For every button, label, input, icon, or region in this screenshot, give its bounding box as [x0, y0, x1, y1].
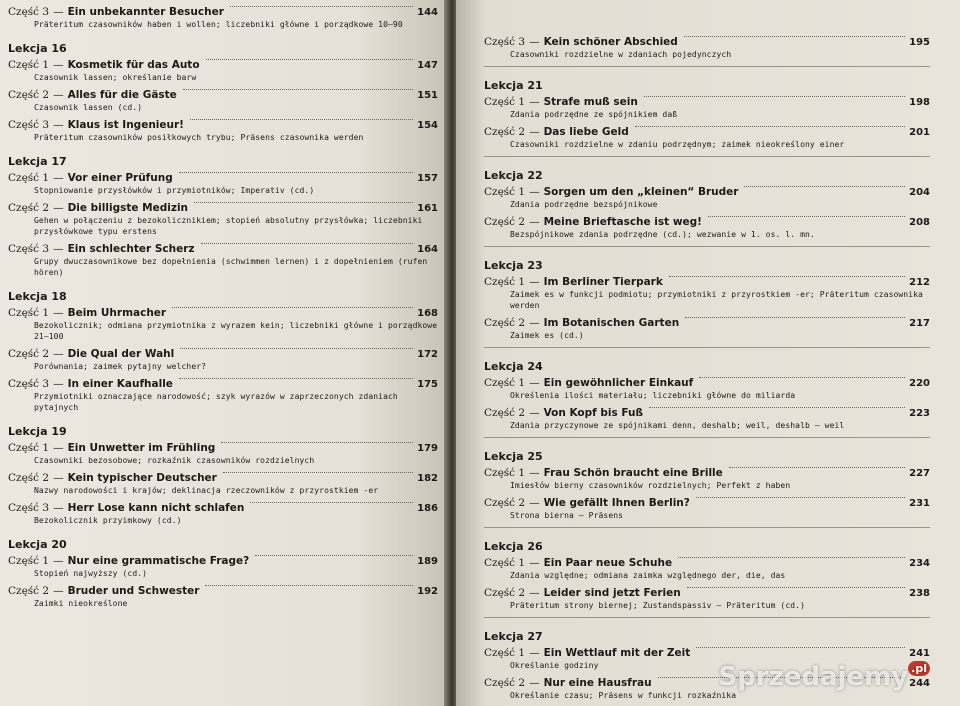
section-description: Czasowniki rozdzielne w zdaniu podrzędnym; zaimek nieokreślony einer	[510, 140, 845, 149]
section-description: Zdania względne; odmiana zaimka względnego der, die, das	[510, 571, 786, 580]
lesson-heading: Lekcja 17	[8, 155, 67, 168]
lesson-heading: Lekcja 27	[484, 630, 543, 643]
dot-leader	[644, 96, 905, 97]
dot-leader	[179, 378, 413, 379]
page-number: 241	[909, 648, 930, 659]
toc-entry	[484, 96, 930, 120]
section-title: Die Qual der Wahl	[67, 348, 175, 360]
section-title: Ein gewöhnlicher Einkauf	[543, 377, 694, 389]
part-label: Część 2	[8, 348, 50, 360]
part-label: Część 1	[484, 96, 526, 108]
part-label: Część 1	[484, 186, 526, 198]
toc-entry-heading	[484, 557, 930, 570]
page-number: 238	[909, 588, 930, 599]
dot-leader	[180, 348, 413, 349]
dash-separator: —	[529, 317, 540, 329]
part-label: Część 1	[484, 647, 526, 659]
dash-separator: —	[53, 243, 64, 255]
lesson-heading: Lekcja 22	[484, 169, 543, 182]
section-description: Gehen w połączeniu z bezokolicznikiem; stopień absolutny przysłówka; liczebniki przysłówkowe typu erstens	[34, 216, 423, 236]
toc-entry	[484, 317, 930, 348]
lesson-heading: Lekcja 23	[484, 259, 543, 272]
page-number: 201	[909, 127, 930, 138]
toc-entry	[8, 502, 438, 526]
lesson-heading: Lekcja 24	[484, 360, 543, 373]
toc-entry-heading	[8, 555, 438, 568]
page-number: 223	[909, 408, 930, 419]
dash-separator: —	[53, 585, 64, 597]
section-divider	[484, 347, 930, 348]
part-label: Część 2	[484, 126, 526, 138]
toc-entry	[8, 202, 438, 237]
toc-entry	[484, 216, 930, 247]
page-number: 144	[417, 7, 438, 18]
part-label: Część 3	[8, 6, 50, 18]
dash-separator: —	[529, 216, 540, 228]
toc-entry	[484, 407, 930, 438]
toc-entry	[8, 442, 438, 466]
section-description: Imiesłów bierny czasowników rozdzielnych; Perfekt z haben	[510, 481, 791, 490]
toc-entry-heading	[484, 126, 930, 139]
dot-leader	[696, 647, 905, 648]
lesson-heading: Lekcja 20	[8, 538, 67, 551]
section-divider	[484, 66, 930, 67]
lesson-heading: Lekcja 19	[8, 425, 67, 438]
part-label: Część 1	[8, 442, 50, 454]
section-description: Bezokolicznik; odmiana przymiotnika z wyrazem kein; liczebniki główne i porządkowe 21—100	[34, 321, 438, 341]
section-divider	[484, 527, 930, 528]
dash-separator: —	[529, 126, 540, 138]
toc-entry	[8, 307, 438, 342]
dash-separator: —	[529, 647, 540, 659]
part-label: Część 2	[484, 317, 526, 329]
section-title: Im Botanischen Garten	[543, 317, 680, 329]
part-label: Część 2	[484, 407, 526, 419]
toc-entry-heading	[8, 172, 438, 185]
toc-entry-heading	[8, 585, 438, 598]
part-label: Część 2	[484, 497, 526, 509]
dot-leader	[708, 216, 905, 217]
dash-separator: —	[53, 555, 64, 567]
page-number: 227	[909, 468, 930, 479]
dash-separator: —	[53, 472, 64, 484]
dot-leader	[190, 119, 413, 120]
dash-separator: —	[53, 6, 64, 18]
section-description: Grupy dwuczasownikowe bez dopełnienia (schwimmen lernen) i z dopełnieniem (rufen hören)	[34, 257, 428, 277]
toc-entry	[8, 472, 438, 496]
section-description: Stopień najwyższy (cd.)	[34, 569, 148, 578]
dot-leader	[223, 472, 413, 473]
part-label: Część 3	[8, 243, 50, 255]
toc-entry	[8, 59, 438, 83]
toc-entry-heading	[484, 407, 930, 420]
section-description: Bezokolicznik przyimkowy (cd.)	[34, 516, 182, 525]
page-number: 182	[417, 473, 438, 484]
section-title: Frau Schön braucht eine Brille	[543, 467, 723, 479]
part-label: Część 2	[8, 585, 50, 597]
toc-entry	[484, 377, 930, 401]
lesson-heading: Lekcja 25	[484, 450, 543, 463]
dot-leader	[669, 276, 905, 277]
section-description: Präteritum strony biernej; Zustandspassiv — Präteritum (cd.)	[510, 601, 805, 610]
dash-separator: —	[529, 677, 540, 689]
part-label: Część 2	[8, 202, 50, 214]
part-label: Część 3	[8, 119, 50, 131]
dash-separator: —	[53, 348, 64, 360]
dash-separator: —	[53, 307, 64, 319]
toc-entry	[484, 587, 930, 618]
section-title: Ein Wettlauf mit der Zeit	[543, 647, 691, 659]
toc-entry-heading	[484, 647, 930, 660]
left-page	[0, 0, 448, 706]
dash-separator: —	[529, 467, 540, 479]
page-number: 147	[417, 60, 438, 71]
page-number: 220	[909, 378, 930, 389]
page-number: 154	[417, 120, 438, 131]
toc-entry-heading	[484, 467, 930, 480]
dash-separator: —	[529, 276, 540, 288]
dot-leader	[729, 467, 905, 468]
dash-separator: —	[529, 407, 540, 419]
page-number: 189	[417, 556, 438, 567]
section-title: Ein schlechter Scherz	[67, 243, 195, 255]
section-title: Beim Uhrmacher	[67, 307, 167, 319]
section-title: Nur eine grammatische Frage?	[67, 555, 250, 567]
toc-entry-heading	[484, 216, 930, 229]
dot-leader	[744, 186, 905, 187]
page-number: 151	[417, 90, 438, 101]
part-label: Część 1	[8, 59, 50, 71]
toc-entry-heading	[8, 502, 438, 515]
section-title: Sorgen um den „kleinen“ Bruder	[543, 186, 739, 198]
dot-leader	[678, 557, 905, 558]
toc-entry-heading	[8, 307, 438, 320]
toc-entry	[8, 585, 438, 609]
section-description: Określanie czasu; Präsens w funkcji rozkaźnika	[510, 691, 737, 700]
part-label: Część 2	[8, 472, 50, 484]
lesson-heading: Lekcja 21	[484, 79, 543, 92]
page-number: 161	[417, 203, 438, 214]
toc-entry-heading	[484, 317, 930, 330]
section-description: Zdania przyczynowe ze spójnikami denn, deshalb; weil, deshalb — weil	[510, 421, 845, 430]
page-number: 186	[417, 503, 438, 514]
page-number: 198	[909, 97, 930, 108]
watermark-text: Sprzedajemy	[718, 662, 909, 692]
section-title: Strafe muß sein	[543, 96, 638, 108]
page-number: 204	[909, 187, 930, 198]
section-description: Przymiotniki oznaczające narodowość; szyk wyrazów w zaprzeczonych zdaniach pytajnych	[34, 392, 398, 412]
toc-entry-heading	[8, 442, 438, 455]
page-number: 231	[909, 498, 930, 509]
toc-entry-heading	[8, 348, 438, 361]
section-description: Czasownik lassen (cd.)	[34, 103, 143, 112]
toc-entry-heading	[8, 119, 438, 132]
dot-leader	[179, 172, 413, 173]
dot-leader	[194, 202, 413, 203]
section-title: Herr Lose kann nicht schlafen	[67, 502, 245, 514]
toc-entry-heading	[8, 243, 438, 256]
part-label: Część 3	[8, 502, 50, 514]
page-number: 172	[417, 349, 438, 360]
part-label: Część 3	[8, 378, 50, 390]
section-title: Alles für die Gäste	[67, 89, 177, 101]
section-description: Czasowniki bezosobowe; rozkaźnik czasowników rozdzielnych	[34, 456, 315, 465]
dot-leader	[699, 377, 905, 378]
dash-separator: —	[53, 172, 64, 184]
dash-separator: —	[529, 587, 540, 599]
toc-entry-heading	[8, 89, 438, 102]
dash-separator: —	[53, 378, 64, 390]
dot-leader	[205, 585, 413, 586]
part-label: Część 1	[484, 377, 526, 389]
toc-entry-heading	[8, 6, 438, 19]
section-description: Präteritum czasowników haben i wollen; liczebniki główne i porządkowe 10—90	[34, 20, 403, 29]
dash-separator: —	[53, 59, 64, 71]
dash-separator: —	[53, 502, 64, 514]
dot-leader	[255, 555, 413, 556]
section-description: Zaimki nieokreślone	[34, 599, 128, 608]
toc-entry	[8, 119, 438, 143]
page-number: 164	[417, 244, 438, 255]
section-title: Bruder und Schwester	[67, 585, 200, 597]
part-label: Część 2	[484, 677, 526, 689]
part-label: Część 2	[8, 89, 50, 101]
toc-entry-heading	[484, 377, 930, 390]
dot-leader	[696, 497, 905, 498]
dash-separator: —	[529, 377, 540, 389]
part-label: Część 1	[484, 557, 526, 569]
part-label: Część 1	[484, 276, 526, 288]
toc-entry	[484, 467, 930, 491]
lesson-heading: Lekcja 18	[8, 290, 67, 303]
dot-leader	[172, 307, 413, 308]
section-title: Klaus ist Ingenieur!	[67, 119, 184, 131]
dash-separator: —	[53, 202, 64, 214]
page-number: 234	[909, 558, 930, 569]
part-label: Część 1	[484, 467, 526, 479]
toc-entry	[484, 36, 930, 67]
page-number: 244	[909, 678, 930, 689]
section-description: Określenia ilości materiału; liczebniki główne do miliarda	[510, 391, 796, 400]
page-number: 175	[417, 379, 438, 390]
section-description: Porównania; zaimek pytajny welcher?	[34, 362, 207, 371]
toc-entry-heading	[8, 59, 438, 72]
page-number: 212	[909, 277, 930, 288]
toc-entry-heading	[484, 276, 930, 289]
section-description: Strona bierna — Präsens	[510, 511, 624, 520]
section-title: Im Berliner Tierpark	[543, 276, 663, 288]
toc-entry	[484, 186, 930, 210]
section-divider	[484, 246, 930, 247]
section-title: Leider sind jetzt Ferien	[543, 587, 681, 599]
dash-separator: —	[529, 36, 540, 48]
dash-separator: —	[529, 186, 540, 198]
section-title: Nur eine Hausfrau	[543, 677, 652, 689]
part-label: Część 1	[8, 172, 50, 184]
toc-entry-heading	[8, 378, 438, 391]
toc-entry	[8, 348, 438, 372]
section-description: Zaimek es (cd.)	[510, 331, 584, 340]
lesson-heading: Lekcja 26	[484, 540, 543, 553]
section-title: Kein schöner Abschied	[543, 36, 678, 48]
dot-leader	[183, 89, 413, 90]
section-title: Meine Brieftasche ist weg!	[543, 216, 702, 228]
toc-entry	[484, 276, 930, 311]
toc-entry	[8, 172, 438, 196]
section-title: Wie gefällt Ihnen Berlin?	[543, 497, 690, 509]
toc-entry-heading	[484, 587, 930, 600]
dot-leader	[684, 36, 905, 37]
section-title: Kosmetik für das Auto	[67, 59, 200, 71]
toc-entry-heading	[8, 202, 438, 215]
dash-separator: —	[53, 442, 64, 454]
dash-separator: —	[529, 557, 540, 569]
section-title: Ein unbekannter Besucher	[67, 6, 224, 18]
toc-entry	[8, 555, 438, 579]
watermark-suffix: .pl	[908, 661, 930, 676]
dot-leader	[250, 502, 413, 503]
page-number: 217	[909, 318, 930, 329]
section-description: Präteritum czasowników posiłkowych trybu; Präsens czasownika werden	[34, 133, 364, 142]
right-page	[456, 0, 960, 706]
section-divider	[484, 156, 930, 157]
page-number: 208	[909, 217, 930, 228]
dash-separator: —	[53, 89, 64, 101]
toc-entry-heading	[484, 497, 930, 510]
section-title: Die billigste Medizin	[67, 202, 189, 214]
toc-entry	[8, 243, 438, 278]
part-label: Część 2	[484, 587, 526, 599]
toc-entry-heading	[484, 96, 930, 109]
section-divider	[484, 437, 930, 438]
toc-entry	[8, 89, 438, 113]
section-description: Czasowniki rozdzielne w zdaniach pojedynczych	[510, 50, 732, 59]
page-number: 157	[417, 173, 438, 184]
dash-separator: —	[53, 119, 64, 131]
toc-entry	[484, 126, 930, 157]
dot-leader	[687, 587, 905, 588]
section-title: Das liebe Geld	[543, 126, 629, 138]
toc-entry	[484, 497, 930, 528]
section-description: Określanie godziny	[510, 661, 599, 670]
page-number: 179	[417, 443, 438, 454]
toc-entry-heading	[484, 36, 930, 49]
dot-leader	[649, 407, 905, 408]
section-title: Vor einer Prüfung	[67, 172, 173, 184]
toc-entry	[484, 557, 930, 581]
toc-entry-heading	[8, 472, 438, 485]
section-title: Von Kopf bis Fuß	[543, 407, 644, 419]
section-title: Ein Paar neue Schuhe	[543, 557, 673, 569]
dot-leader	[206, 59, 414, 60]
dash-separator: —	[529, 96, 540, 108]
section-description: Nazwy narodowości i krajów; deklinacja rzeczowników z przyrostkiem -er	[34, 486, 379, 495]
dot-leader	[230, 6, 413, 7]
toc-entry-heading	[484, 186, 930, 199]
dot-leader	[635, 126, 905, 127]
part-label: Część 1	[8, 307, 50, 319]
part-label: Część 3	[484, 36, 526, 48]
section-title: Kein typischer Deutscher	[67, 472, 217, 484]
dot-leader	[685, 317, 905, 318]
section-divider	[484, 617, 930, 618]
section-description: Bezspójnikowe zdania podrzędne (cd.); wezwanie w 1. os. l. mn.	[510, 230, 815, 239]
sprzedajemy-watermark	[719, 662, 931, 692]
dot-leader	[201, 243, 414, 244]
section-description: Czasownik lassen; określanie barw	[34, 73, 197, 82]
section-description: Stopniowanie przysłówków i przymiotników; Imperativ (cd.)	[34, 186, 315, 195]
part-label: Część 2	[484, 216, 526, 228]
section-description: Zdania podrzędne ze spójnikiem daß	[510, 110, 678, 119]
page-number: 168	[417, 308, 438, 319]
dot-leader	[221, 442, 413, 443]
lesson-heading: Lekcja 16	[8, 42, 67, 55]
page-number: 195	[909, 37, 930, 48]
toc-entry	[8, 6, 438, 30]
section-description: Zdania podrzędne bezspójnikowe	[510, 200, 658, 209]
page-number: 192	[417, 586, 438, 597]
section-title: Ein Unwetter im Frühling	[67, 442, 216, 454]
dash-separator: —	[529, 497, 540, 509]
section-description: Zaimek es w funkcji podmiotu; przymiotniki z przyrostkiem -er; Präteritum czasownika werden	[510, 290, 923, 310]
section-title: In einer Kaufhalle	[67, 378, 173, 390]
toc-entry	[8, 378, 438, 413]
part-label: Część 1	[8, 555, 50, 567]
